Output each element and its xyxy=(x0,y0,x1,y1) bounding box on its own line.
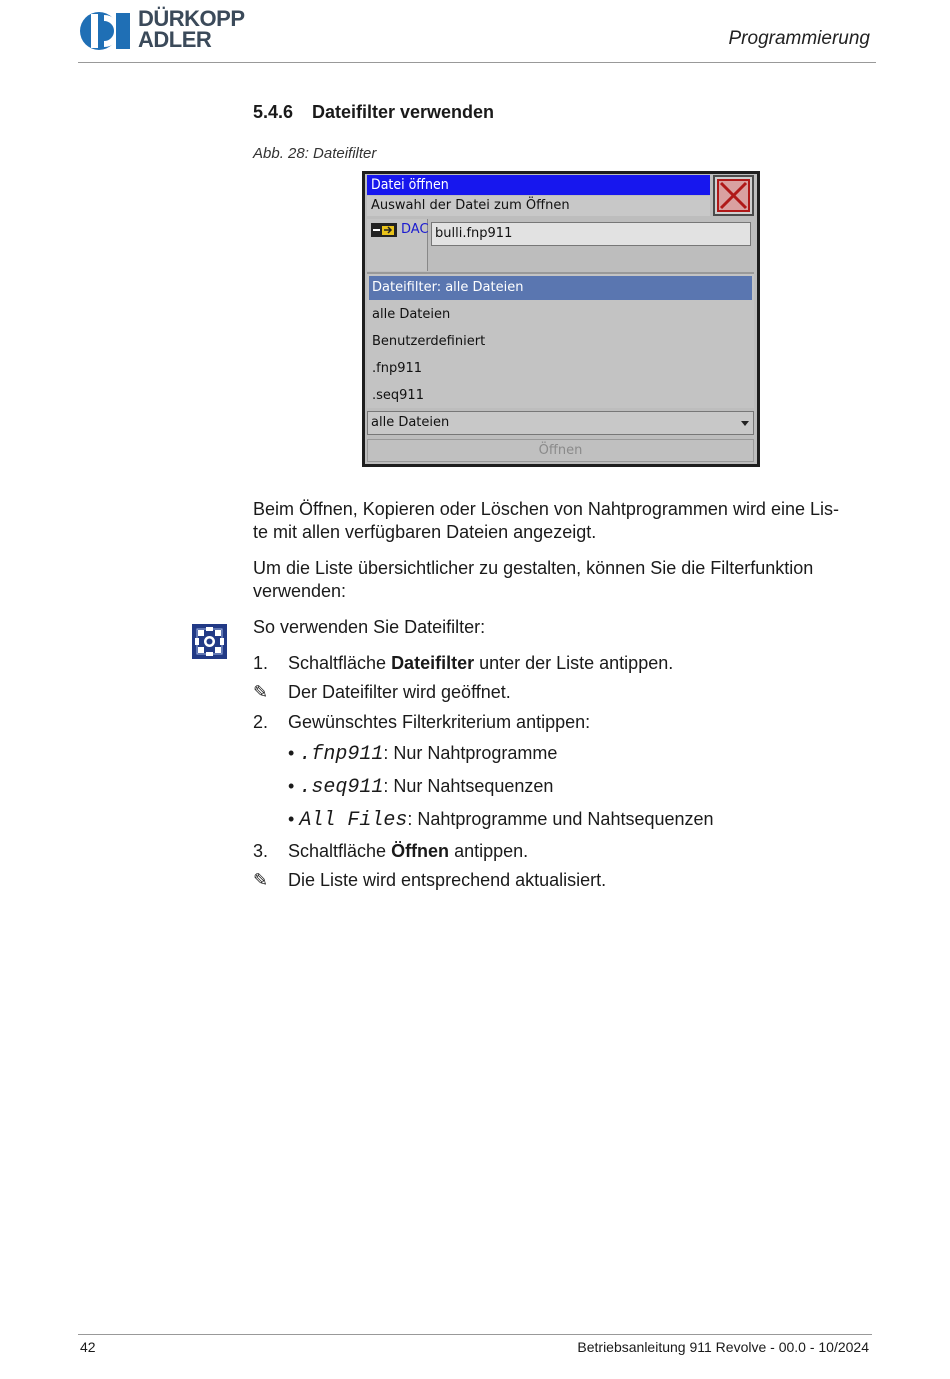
bullet-3-text: : Nahtprogramme und Nahtsequenzen xyxy=(407,809,714,829)
close-icon xyxy=(715,177,752,214)
list-item[interactable]: .seq911 xyxy=(372,388,424,403)
paragraph-1-line-1: Beim Öffnen, Kopieren oder Löschen von Nahtprogrammen wird eine Lis- xyxy=(253,499,839,519)
paragraph-2-line-1: Um die Liste übersichtlicher zu gestalten, können Sie die Filterfunktion xyxy=(253,558,814,578)
section-number: 5.4.6 xyxy=(253,102,294,122)
dialog-subtitle: Auswahl der Datei zum Öffnen xyxy=(367,196,710,216)
file-filter-select[interactable] xyxy=(367,411,754,435)
paragraph-1 xyxy=(253,498,873,544)
figure-caption: Abb. 28: Dateifilter xyxy=(253,145,377,162)
step-1-button-name: Dateifilter xyxy=(391,653,475,673)
step-3-text xyxy=(288,841,528,862)
company-logo xyxy=(78,8,268,54)
open-button[interactable]: Öffnen xyxy=(367,439,754,462)
bullet-seq911: • .seq911: Nur Nahtsequenzen xyxy=(288,776,554,799)
dialog-screenshot xyxy=(362,171,760,467)
step-2-number: 2. xyxy=(253,712,269,732)
step-1-suffix: unter der Liste antippen. xyxy=(474,653,674,673)
logo-text xyxy=(138,8,245,50)
logo-line-1: DÜRKOPP xyxy=(138,6,245,31)
step-1-prefix: Schaltfläche xyxy=(288,653,392,673)
paragraph-2 xyxy=(253,557,873,603)
header-divider xyxy=(78,62,876,63)
close-button[interactable] xyxy=(713,175,754,216)
folder-icon xyxy=(371,223,397,237)
step-3-button-name: Öffnen xyxy=(391,841,450,861)
dropdown-arrow-icon xyxy=(741,421,749,426)
bullet-fnp911: • .fnp911: Nur Nahtprogramme xyxy=(288,743,558,766)
step-3-suffix: antippen. xyxy=(449,841,529,861)
step-1-text xyxy=(288,653,673,674)
list-item[interactable]: .fnp911 xyxy=(372,361,423,376)
chapter-title: Programmierung xyxy=(728,28,870,49)
result-1-symbol: ✎ xyxy=(253,682,269,702)
page-number: 42 xyxy=(80,1339,96,1355)
bullet-2-text: : Nur Nahtsequenzen xyxy=(383,776,554,796)
section-title: Dateifilter verwenden xyxy=(312,102,495,122)
list-item[interactable]: Benutzerdefiniert xyxy=(372,334,486,349)
bullet-all-files: • All Files: Nahtprogramme und Nahtsequenzen xyxy=(288,809,714,832)
paragraph-1-line-2: te mit allen verfügbaren Dateien angezeigt. xyxy=(253,522,597,542)
directory-selector[interactable] xyxy=(367,219,428,271)
bullet-2-code: .seq911 xyxy=(299,776,384,799)
step-3-prefix: Schaltfläche xyxy=(288,841,392,861)
step-3-number: 3. xyxy=(253,841,269,861)
step-1-number: 1. xyxy=(253,653,269,673)
bullet-1-code: .fnp911 xyxy=(299,743,384,766)
instruction-intro: So verwenden Sie Dateifilter: xyxy=(253,617,486,637)
result-1-text: Der Dateifilter wird geöffnet. xyxy=(288,682,511,702)
dialog-title: Datei öffnen xyxy=(367,175,710,195)
file-list xyxy=(367,272,754,408)
footer-document-title: Betriebsanleitung 911 Revolve - 00.0 - 10/2024 xyxy=(577,1339,869,1355)
result-2-symbol: ✎ xyxy=(253,870,269,890)
list-item-filter-header[interactable]: Dateifilter: alle Dateien xyxy=(369,276,752,300)
logo-line-2: ADLER xyxy=(138,27,212,52)
paragraph-2-line-2: verwenden: xyxy=(253,581,347,601)
logo-mark-icon xyxy=(78,10,134,52)
list-item[interactable]: alle Dateien xyxy=(372,307,451,322)
bullet-3-code: All Files xyxy=(299,809,408,832)
file-filter-value: alle Dateien xyxy=(371,415,450,430)
step-2-text: Gewünschtes Filterkriterium antippen: xyxy=(288,712,591,732)
result-2-text: Die Liste wird entsprechend aktualisiert. xyxy=(288,870,607,890)
instruction-icon xyxy=(192,624,227,659)
bullet-1-text: : Nur Nahtprogramme xyxy=(383,743,558,763)
filename-input[interactable]: bulli.fnp911 xyxy=(431,222,751,246)
footer-divider xyxy=(78,1334,872,1335)
directory-label: DAC xyxy=(401,222,429,237)
